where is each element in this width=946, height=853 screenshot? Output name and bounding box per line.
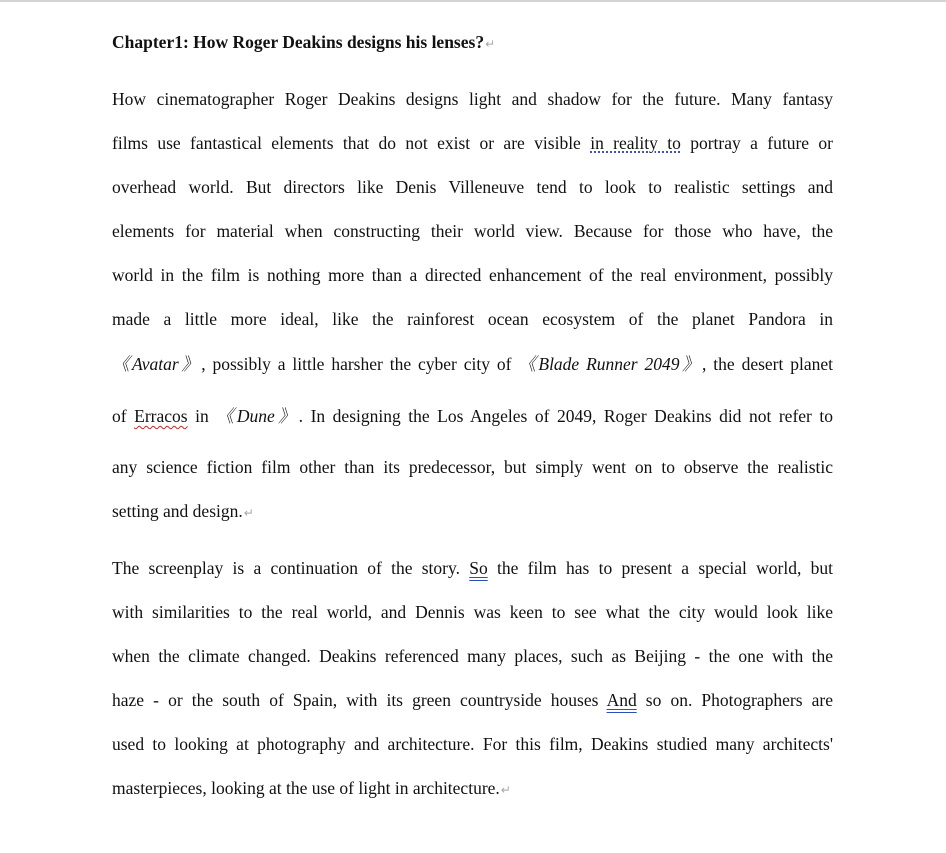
paragraph-1-line-5: world in the film is nothing more than a directed enhancement of the real environment, possibly [112,265,833,285]
chapter-heading-text: Chapter1: How Roger Deakins designs his lenses? [112,32,485,52]
grammar-flag-underline[interactable]: So [469,558,488,578]
paragraph-1-line-9: any science fiction film other than its predecessor, but simply went on to observe the realistic [112,457,833,477]
spelling-error-underline[interactable]: Erracos [134,406,188,426]
paragraph-mark-icon: ↵ [243,506,254,520]
text-run: The screenplay is a continuation of the story. [112,558,470,578]
chapter-heading [112,30,495,56]
text-run: in [187,406,217,426]
paragraph-mark-icon: ↵ [500,783,511,797]
text-run: masterpieces, looking at the use of light in architecture. [112,778,500,798]
film-title-blade-runner: 《Blade Runner 2049》 [518,354,703,374]
paragraph-1-line-7 [112,352,833,376]
grammar-flag-underline[interactable]: And [606,690,637,710]
paragraph-1-line-10 [112,499,833,525]
text-run: so on. Photographers are [636,690,833,710]
paragraph-2-line-4 [112,688,833,712]
paragraph-2-line-6 [112,776,833,802]
text-run: , possibly a little harsher the cyber city of [201,354,519,374]
text-run: portray a future or [680,133,833,153]
text-run: haze - or the south of Spain, with its green countryside houses [112,690,607,710]
text-run: films use fantastical elements that do not exist or are visible [112,133,591,153]
paragraph-1-line-4: elements for material when constructing their world view. Because for those who have, the [112,221,833,241]
page-top-edge [0,0,946,2]
film-title-avatar: 《Avatar》 [112,354,202,374]
paragraph-1-line-3: overhead world. But directors like Denis Villeneuve tend to look to realistic settings and [112,177,833,197]
paragraph-2-line-1 [112,556,833,580]
text-run: of [112,406,135,426]
paragraph-mark-icon: ↵ [485,37,496,51]
paragraph-1-line-8 [112,404,833,428]
paragraph-2-line-5: used to looking at photography and architecture. For this film, Deakins studied many architects' [112,734,833,754]
paragraph-1-line-1: How cinematographer Roger Deakins designs light and shadow for the future. Many fantasy [112,89,833,109]
film-title-dune: 《Dune》 [216,406,299,426]
paragraph-2-line-3: when the climate changed. Deakins referenced many places, such as Beijing - the one with the [112,646,833,666]
paragraph-2-line-2: with similarities to the real world, and Dennis was keen to see what the city would look like [112,602,833,622]
text-run: , the desert planet [702,354,833,374]
text-run: setting and design. [112,501,243,521]
text-run: the film has to present a special world, but [487,558,833,578]
paragraph-1-line-2 [112,131,833,155]
grammar-suggestion-underline[interactable]: in reality to [590,133,681,153]
text-run: . In designing the Los Angeles of 2049, Roger Deakins did not refer to [298,406,834,426]
paragraph-1-line-6: made a little more ideal, like the rainforest ocean ecosystem of the planet Pandora in [112,309,833,329]
